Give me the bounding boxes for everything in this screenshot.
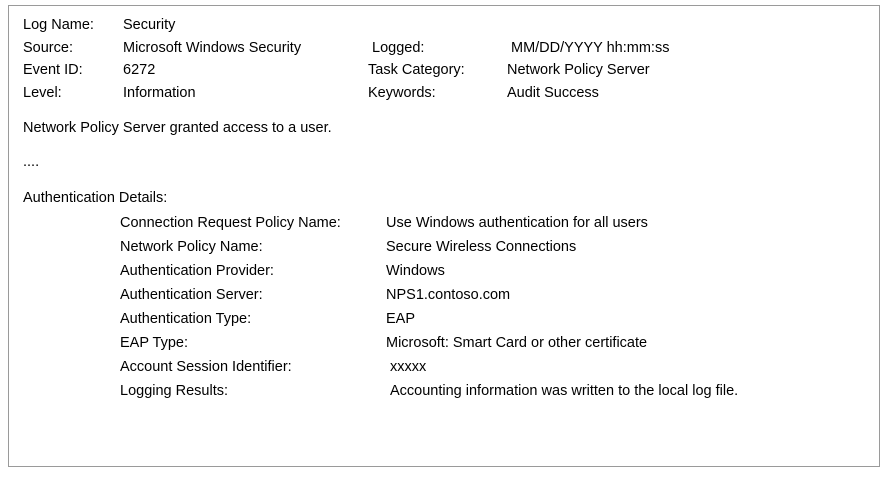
detail-key: Account Session Identifier: bbox=[120, 359, 292, 375]
field-value: Microsoft Windows Security bbox=[123, 39, 302, 56]
authentication-details-table bbox=[120, 215, 738, 407]
table-row bbox=[23, 86, 669, 109]
field-label: Task Category: bbox=[368, 62, 465, 78]
table-row bbox=[23, 41, 669, 64]
detail-value: EAP bbox=[386, 311, 416, 327]
table-row bbox=[23, 63, 669, 86]
field-label: Keywords: bbox=[368, 84, 436, 101]
field-value: Audit Success bbox=[507, 84, 599, 101]
event-ellipsis: .... bbox=[23, 154, 40, 170]
detail-value: Secure Wireless Connections bbox=[386, 239, 577, 255]
detail-value: Windows bbox=[386, 263, 445, 279]
table-row bbox=[23, 18, 669, 41]
field-label: Log Name: bbox=[23, 17, 94, 33]
detail-key: Connection Request Policy Name: bbox=[120, 215, 341, 231]
detail-value: Microsoft: Smart Card or other certificate bbox=[386, 335, 648, 351]
field-label: Event ID: bbox=[23, 62, 83, 78]
event-description: Network Policy Server granted access to a user. bbox=[23, 120, 332, 136]
table-row bbox=[120, 239, 738, 263]
field-value: MM/DD/YYYY hh:mm:ss bbox=[511, 39, 670, 56]
field-label: Logged: bbox=[372, 39, 425, 56]
detail-value: Use Windows authentication for all users bbox=[386, 215, 648, 231]
detail-key: Authentication Type: bbox=[120, 311, 252, 327]
detail-value: Accounting information was written to the local log file. bbox=[390, 383, 739, 399]
detail-key: Network Policy Name: bbox=[120, 239, 263, 255]
detail-value: NPS1.contoso.com bbox=[386, 287, 511, 303]
field-label: Source: bbox=[23, 39, 73, 56]
table-row bbox=[120, 359, 738, 383]
field-value bbox=[507, 18, 669, 41]
table-row bbox=[120, 263, 738, 287]
event-header-table bbox=[23, 18, 669, 108]
field-value: 6272 bbox=[123, 62, 156, 78]
field-value: Security bbox=[123, 17, 176, 33]
authentication-details-title: Authentication Details: bbox=[23, 190, 168, 206]
field-value: Information bbox=[123, 84, 196, 101]
table-row bbox=[120, 311, 738, 335]
detail-value: xxxxx bbox=[390, 359, 427, 375]
detail-key: Authentication Server: bbox=[120, 287, 263, 303]
detail-key: Authentication Provider: bbox=[120, 263, 274, 279]
event-properties-panel bbox=[8, 5, 880, 467]
detail-key: Logging Results: bbox=[120, 383, 229, 399]
table-row bbox=[120, 335, 738, 359]
table-row bbox=[120, 215, 738, 239]
table-row bbox=[120, 383, 738, 407]
field-label bbox=[368, 18, 507, 41]
field-label: Level: bbox=[23, 84, 62, 101]
field-value: Network Policy Server bbox=[507, 62, 650, 78]
detail-key: EAP Type: bbox=[120, 335, 188, 351]
table-row bbox=[120, 287, 738, 311]
